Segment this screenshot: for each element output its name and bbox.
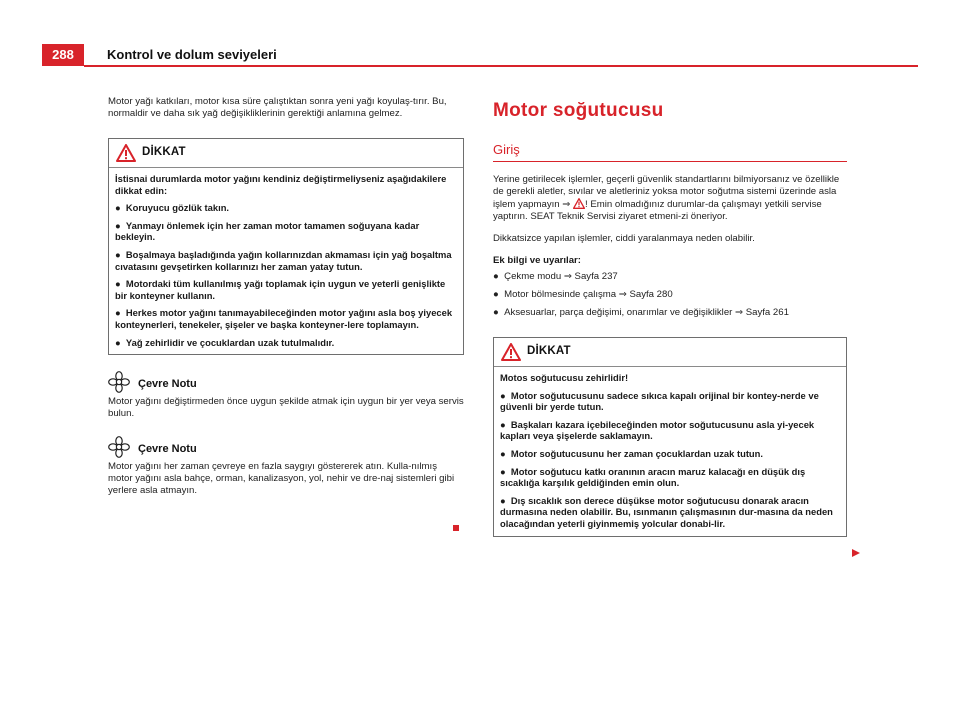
- bullet-icon: ●: [115, 202, 121, 214]
- environment-note-title: Çevre Notu: [138, 378, 197, 391]
- warning-triangle-icon: [573, 198, 585, 209]
- subsection-title: Giriş: [493, 142, 520, 157]
- warning-triangle-icon: [116, 144, 136, 162]
- warning-item: ● Motor soğutucu katkı oranının aracın maruz kalacağı en düşük dış sıcaklığa karşılık geldiğinden emin olun.: [500, 465, 806, 489]
- environment-note-text: Motor yağını değiştirmeden önce uygun şekilde atmak için uygun bir yer veya servis bulun.: [108, 396, 464, 420]
- warning-item: ● Koruyucu gözlük takın.: [115, 202, 230, 214]
- bullet-icon: ●: [115, 219, 121, 231]
- coolant-intro-paragraph: Yerine getirilecek işlemler, geçerli güvenlik standartlarını bilmiyorsanız ve özellikle de gerekli aletler, sıvılar ve aletleriniz yoksa motor soğutma sistemi üzerinde asla işlem yapmayın ⇒ ! Emin olmadığınız durumlar-da çalışmayı yetkili servise yaptırın. SEAT Teknik Servisi ziyaret etmeni-zi öneriyor.: [493, 174, 840, 222]
- reference-item[interactable]: ● Çekme modu ⇒ Sayfa 237: [493, 271, 618, 282]
- section-end-marker: [453, 525, 459, 531]
- warning-item: ● Yağ zehirlidir ve çocuklardan uzak tutulmalıdır.: [115, 336, 335, 348]
- warning-item: ● Motordaki tüm kullanılmış yağı toplamak için uygun ve yeterli genişlikte bir konteyner kullanın.: [115, 278, 446, 301]
- warning-item: ● Motor soğutucusunu her zaman çocuklardan uzak tutun.: [500, 447, 763, 459]
- warning-body: [494, 367, 846, 536]
- flower-leaf-icon: [108, 436, 130, 458]
- running-title: Kontrol ve dolum seviyeleri: [107, 47, 277, 62]
- caution-paragraph: Dikkatsizce yapılan işlemler, ciddi yaralanmaya neden olabilir.: [493, 233, 755, 244]
- bullet-icon: ●: [115, 248, 121, 260]
- bullet-icon: ●: [115, 336, 121, 348]
- environment-note: [108, 436, 464, 497]
- environment-note-title: Çevre Notu: [138, 443, 197, 456]
- header-rule: [84, 65, 918, 67]
- oil-additive-paragraph: Motor yağı katkıları, motor kısa süre çalıştıktan sonra yeni yağı koyulaş-tırır. Bu, normaldir ve daha sık yağ değişikliklerinin gerektiği anlamına gelmez.: [108, 96, 447, 119]
- environment-note: [108, 371, 464, 420]
- bullet-icon: ●: [500, 389, 506, 401]
- bullet-icon: ●: [500, 494, 506, 506]
- warning-header: [109, 139, 463, 168]
- bullet-icon: ●: [493, 307, 499, 318]
- additional-info-title: Ek bilgi ve uyarılar:: [493, 255, 581, 266]
- page-number: 288: [52, 47, 74, 62]
- warning-title: DİKKAT: [142, 146, 186, 158]
- flower-leaf-icon: [108, 371, 130, 393]
- warning-item: ● Dış sıcaklık son derece düşükse motor soğutucusu donarak aracın durmasına neden olabilir. Bu, ısınmanın çalışmasının dur-masına da neden olacağından yeterli giyinmemiş yolcular donabi-lir.: [500, 494, 833, 529]
- bullet-icon: ●: [500, 465, 506, 477]
- bullet-icon: ●: [500, 418, 506, 430]
- section-title: Motor soğutucusu: [493, 100, 664, 121]
- warning-item: ● Herkes motor yağını tanımayabileceğinden motor yağını asla boş yiyecek konteynerleri, tenekeler, şişeler ve başka konteyner-lere toplamayın.: [115, 307, 453, 330]
- warning-lead: İstisnai durumlarda motor yağını kendiniz değiştirmeliyseniz aşağıdakilere dikkat edin:: [115, 173, 447, 196]
- warning-item: ● Motor soğutucusunu sadece sıkıca kapalı orijinal bir kontey-nerde ve güvenli bir yerde tutun.: [500, 389, 819, 413]
- warning-body: [109, 168, 463, 354]
- warning-triangle-icon: [501, 343, 521, 361]
- environment-note-text: Motor yağını her zaman çevreye en fazla saygıyı göstererek atın. Kulla-nılmış motor yağını asla bahçe, orman, kanalizasyon, yol, nehir ve dre-naj sistemleri gibi yerlere asla atmayın.: [108, 461, 455, 497]
- bullet-icon: ●: [500, 447, 506, 459]
- left-column: [108, 96, 464, 507]
- reference-item[interactable]: ● Motor bölmesinde çalışma ⇒ Sayfa 280: [493, 289, 673, 300]
- warning-item: ● Boşalmaya başladığında yağın kollarınızdan akmaması için yağ boşaltma cıvatasını gevşetirken kollarınızı her zaman yatay tutun.: [115, 248, 452, 272]
- subsection-rule: [493, 161, 847, 162]
- warning-item: ● Başkaları kazara içebileceğinden motor soğutucusunu asla yi-yecek kapları veya şişelerde saklamayın.: [500, 418, 815, 442]
- warning-box-oil: [108, 138, 464, 355]
- warning-lead: Motos soğutucusu zehirlidir!: [500, 372, 629, 383]
- bullet-icon: ●: [115, 307, 121, 319]
- bullet-icon: ●: [493, 271, 499, 282]
- warning-box-coolant: [493, 337, 847, 537]
- warning-header: [494, 338, 846, 367]
- warning-item: ● Yanmayı önlemek için her zaman motor tamamen soğuyana kadar bekleyin.: [115, 219, 420, 243]
- reference-list: [493, 271, 847, 319]
- bullet-icon: ●: [115, 278, 121, 290]
- warning-title: DİKKAT: [527, 345, 571, 357]
- reference-item[interactable]: ● Aksesuarlar, parça değişimi, onarımlar ve değişiklikler ⇒ Sayfa 261: [493, 307, 789, 318]
- bullet-icon: ●: [493, 289, 499, 300]
- right-column: [493, 96, 847, 547]
- continue-arrow-icon: [851, 548, 861, 558]
